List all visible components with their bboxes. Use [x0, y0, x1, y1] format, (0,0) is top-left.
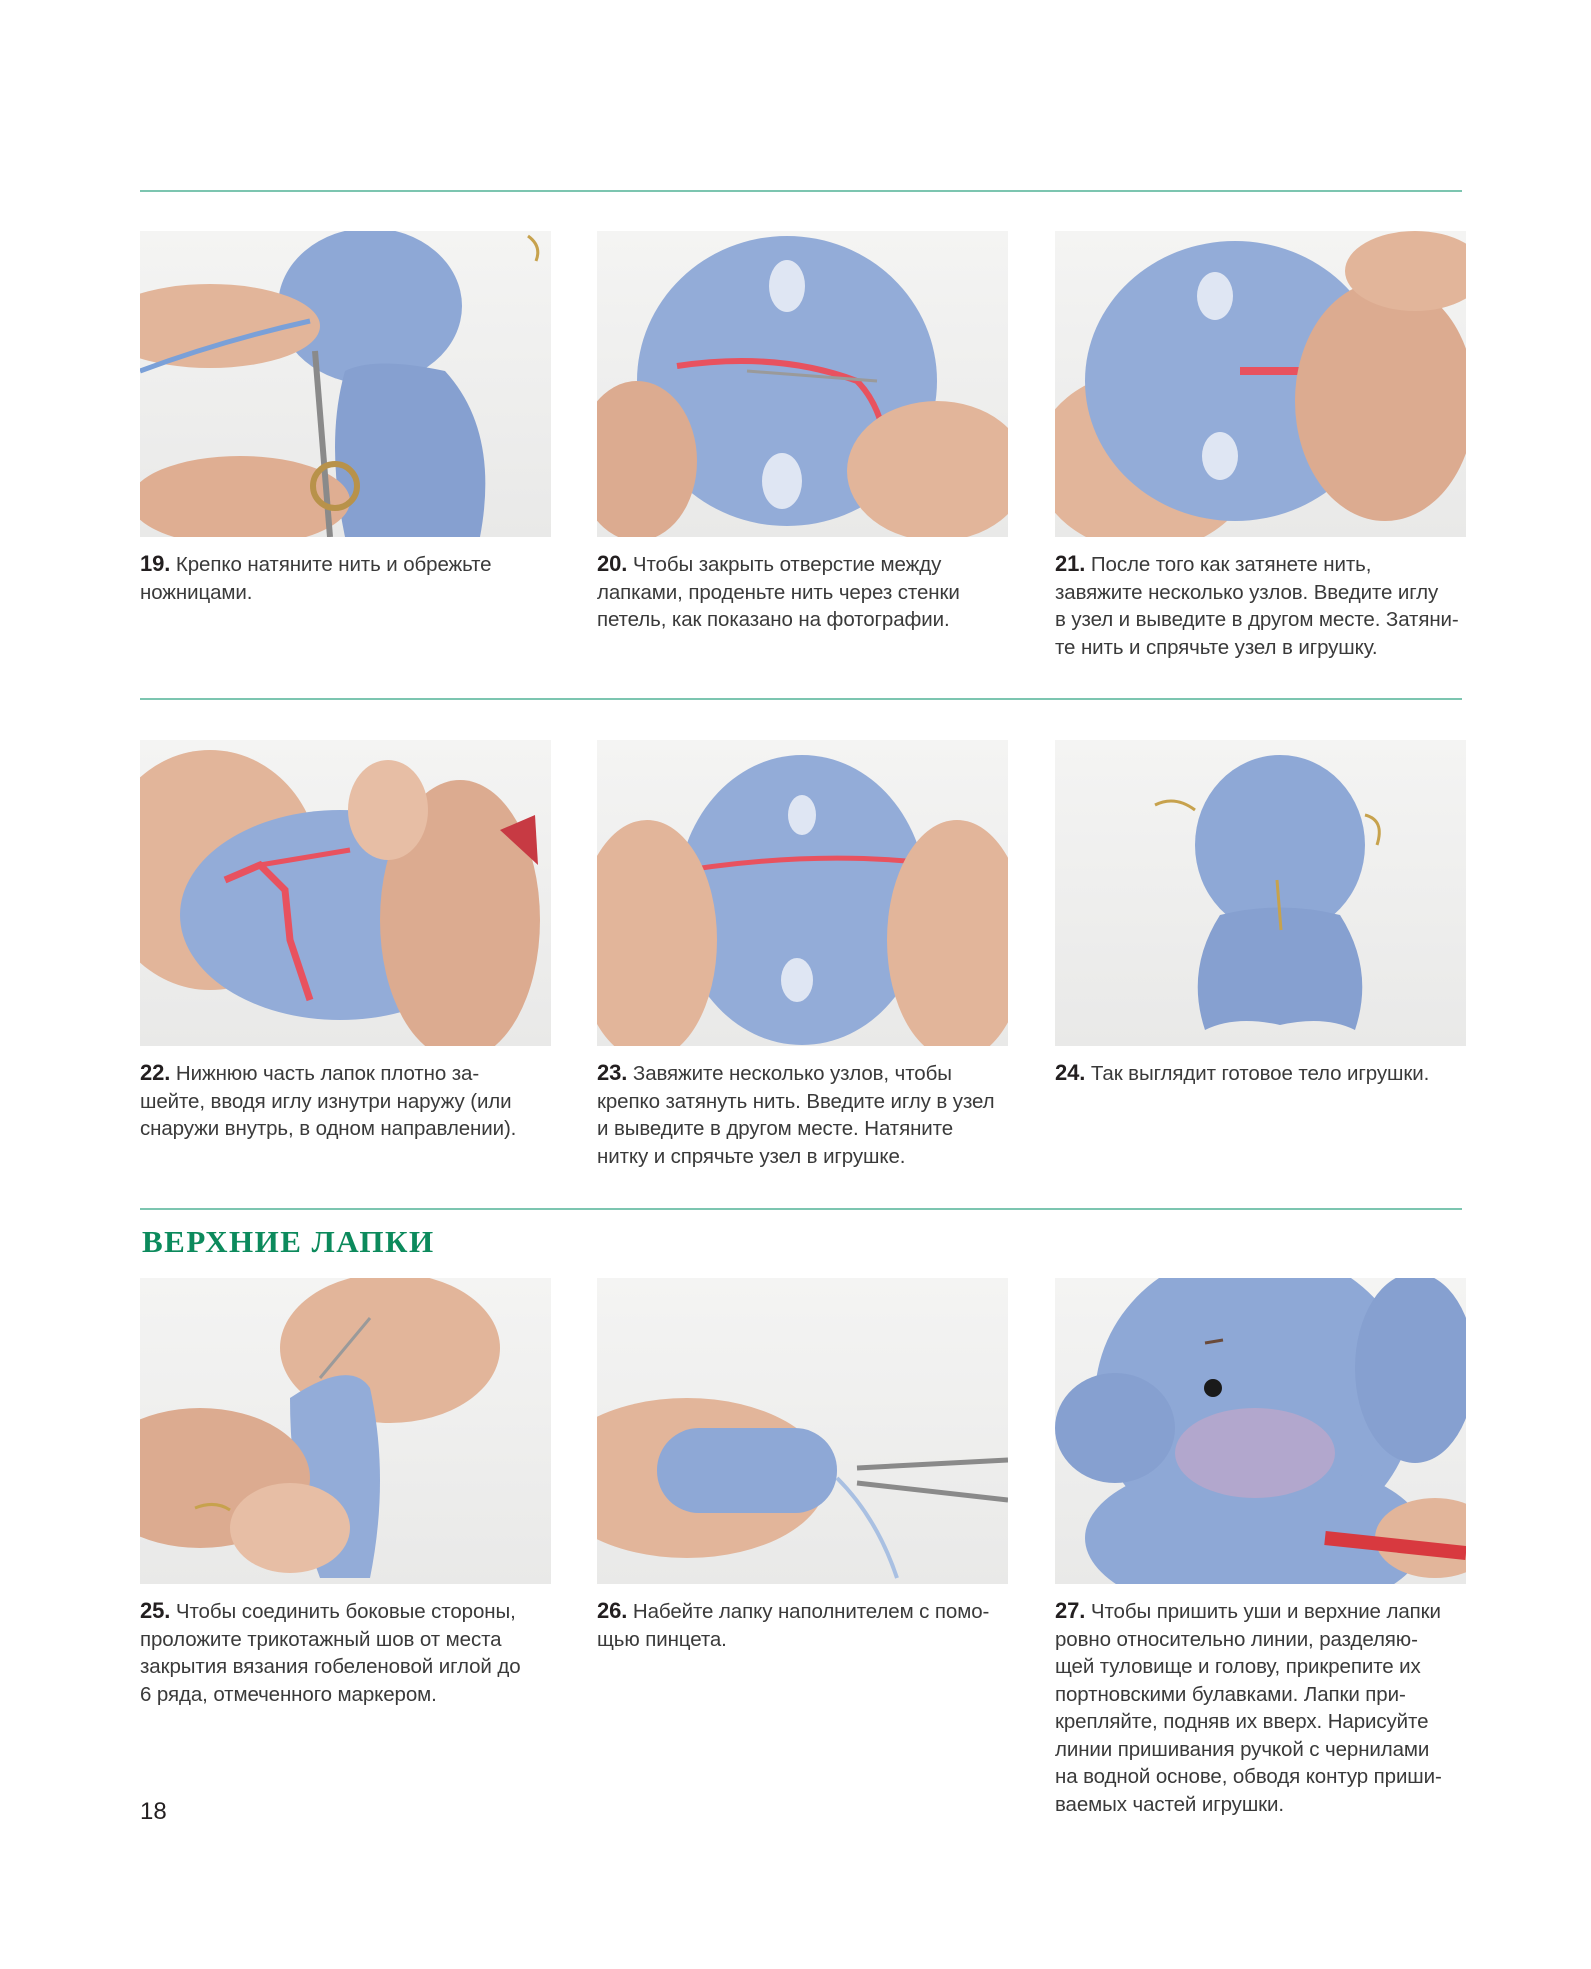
step-number: 24. [1055, 1060, 1086, 1085]
caption-step-27: 27. Чтобы пришить уши и верхние лапки ровно относительно линии, разделяю- щей туловище и голову, прикрепите их портновскими булавками. Лапки при- крепляйте, подняв их вверх. Нарисуйте линии пришивания ручкой с чернилами на водной основе, обводя контур приши- ваемых частей игрушки. [1055, 1598, 1442, 1816]
step-number: 19. [140, 551, 171, 576]
caption-step-24: 24. Так выглядит готовое тело игрушки. [1055, 1060, 1430, 1085]
step-number: 23. [597, 1060, 628, 1085]
photo-step-24 [1055, 740, 1466, 1046]
photo-step-26 [597, 1278, 1008, 1584]
divider-row-1 [140, 698, 1462, 700]
photo-step-19 [140, 231, 551, 537]
caption-step-26: 26. Набейте лапку наполнителем с помо- щью пинцета. [597, 1598, 990, 1651]
page-number: 18 [140, 1798, 167, 1825]
step-number: 25. [140, 1598, 171, 1623]
photo-step-20 [597, 231, 1008, 537]
photo-step-23 [597, 740, 1008, 1046]
step-number: 26. [597, 1598, 628, 1623]
caption-step-22: 22. Нижнюю часть лапок плотно за- шейте, вводя иглу изнутри наружу (или снаружи внутрь, в одном направлении). [140, 1060, 517, 1140]
photo-step-21 [1055, 231, 1466, 537]
photo-step-25 [140, 1278, 551, 1584]
photo-step-27 [1055, 1278, 1466, 1584]
divider-top [140, 190, 1462, 192]
caption-step-25: 25. Чтобы соединить боковые стороны, проложите трикотажный шов от места закрытия вязания гобеленовой иглой до 6 ряда, отмеченного маркером. [140, 1598, 521, 1706]
step-number: 20. [597, 551, 628, 576]
caption-step-23: 23. Завяжите несколько узлов, чтобы крепко затянуть нить. Введите иглу в узел и выведите в другом месте. Натяните нитку и спрячьте узел в игрушке. [597, 1060, 995, 1168]
divider-row-2 [140, 1208, 1462, 1210]
caption-step-19: 19. Крепко натяните нить и обрежьте ножницами. [140, 551, 492, 604]
step-number: 22. [140, 1060, 171, 1085]
caption-step-20: 20. Чтобы закрыть отверстие между лапками, проденьте нить через стенки петель, как показано на фотографии. [597, 551, 960, 631]
section-heading: ВЕРХНИЕ ЛАПКИ [142, 1224, 435, 1259]
step-number: 21. [1055, 551, 1086, 576]
step-number: 27. [1055, 1598, 1086, 1623]
photo-step-22 [140, 740, 551, 1046]
caption-step-21: 21. После того как затянете нить, завяжите несколько узлов. Введите иглу в узел и выведите в другом месте. Затяни- те нить и спрячьте узел в игрушку. [1055, 551, 1459, 659]
